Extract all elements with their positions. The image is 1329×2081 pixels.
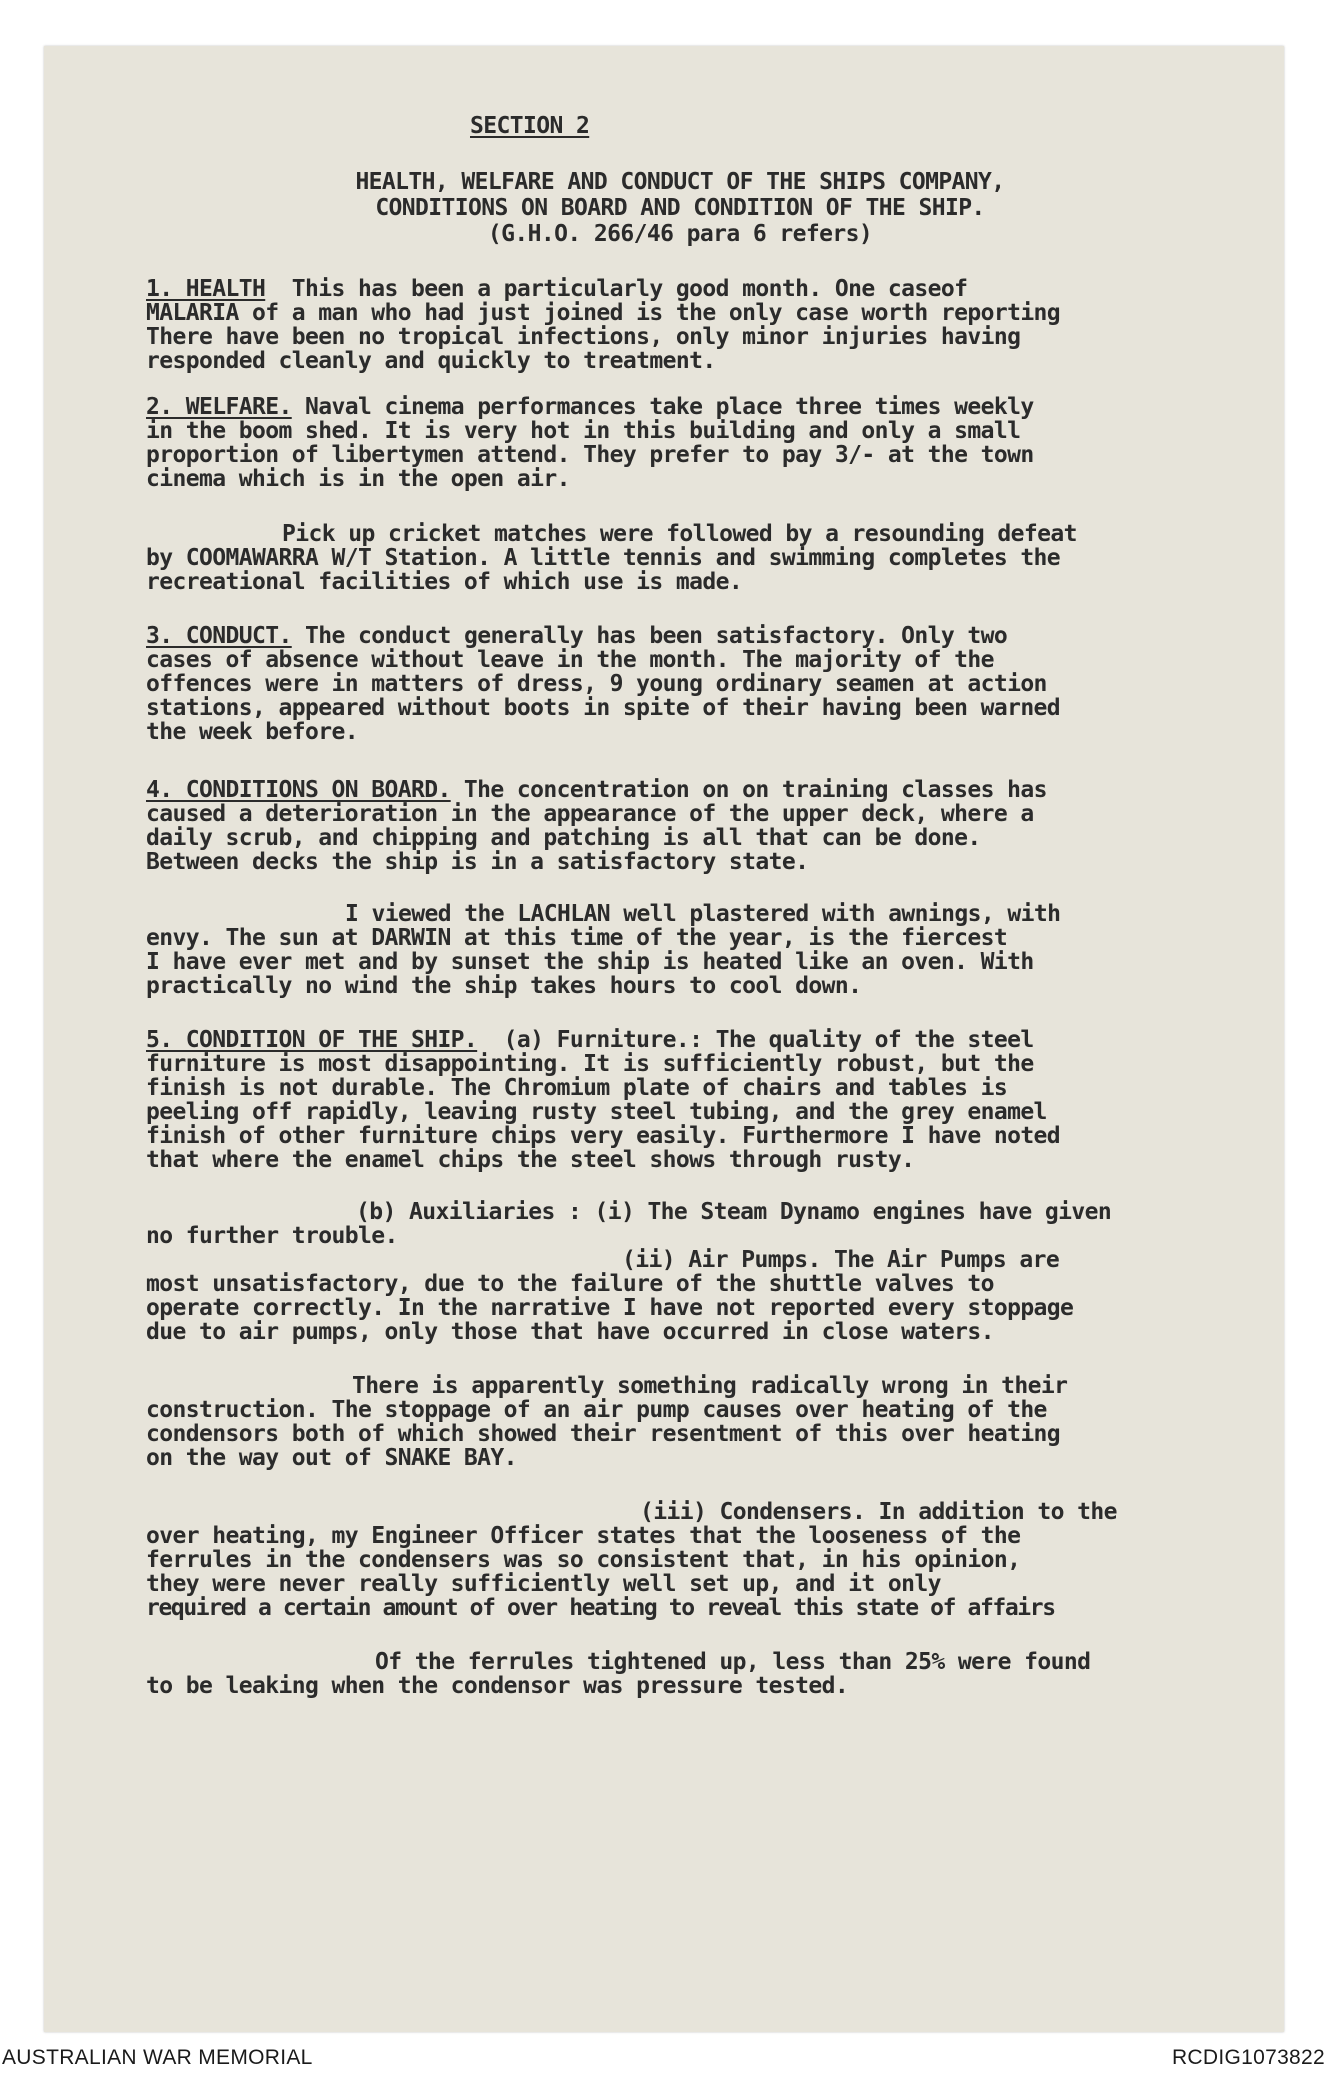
section-label: SECTION 2 [470,113,590,139]
paragraph-conditions-line: 4. CONDITIONS ON BOARD. The concentration on on training classes has [146,777,1047,803]
paragraph-health-line: responded cleanly and quickly to treatment. [146,348,716,374]
paragraph-ship-line: finish of other furniture chips very easily. Furthermore I have noted [146,1123,1061,1149]
paragraph-conduct-line: the week before. [146,719,358,745]
paragraph-welfare-line: recreational facilities of which use is made. [146,569,743,595]
paragraph-welfare-line: in the boom shed. It is very hot in this building and only a small [146,418,1021,444]
paragraph-ship-line: to be leaking when the condensor was pressure tested. [146,1673,849,1699]
paragraph-conditions-line: I have ever met and by sunset the ship is heated like an oven. With [146,949,1034,975]
paragraph-ship-line: they were never really sufficiently well set up, and it only [146,1571,941,1597]
paragraph-conduct-line: stations, appeared without boots in spite of their having been warned [146,695,1061,721]
paragraph-conditions-line: Between decks the ship is in a satisfactory state. [146,849,809,875]
paragraph-conduct-line: offences were in matters of dress, 9 young ordinary seamen at action [146,671,1047,697]
paragraph-conditions-line: I viewed the LACHLAN well plastered with awnings, with [345,901,1061,927]
paragraph-welfare-line: 2. WELFARE. Naval cinema performances take place three times weekly [146,394,1034,420]
paragraph-ship-line: on the way out of SNAKE BAY. [146,1445,517,1471]
paragraph-welfare-line: cinema which is in the open air. [146,466,570,492]
paragraph-ship-line: (b) Auxiliaries : (i) The Steam Dynamo engines have given [356,1199,1112,1225]
conduct-label: 3. CONDUCT. [146,623,292,649]
paragraph-welfare-line: proportion of libertymen attend. They prefer to pay 3/- at the town [146,442,1034,468]
footer-archive-name: AUSTRALIAN WAR MEMORIAL [2,2046,313,2069]
paragraph-conditions-line: practically no wind the ship takes hours to cool down. [146,973,862,999]
paragraph-ship-line: no further trouble. [146,1223,398,1249]
paragraph-conditions-line: envy. The sun at DARWIN at this time of the year, is the fiercest [146,925,1008,951]
paragraph-ship-line: Of the ferrules tightened up, less than 25% were found [375,1649,1091,1675]
paragraph-health-line: MALARIA of a man who had just joined is the only case worth reporting [146,300,1061,326]
paragraph-ship-line: (ii) Air Pumps. The Air Pumps are [622,1247,1060,1273]
paragraph-health-line: 1. HEALTH This has been a particularly good month. One caseof [146,276,968,302]
paragraph-conditions-line: daily scrub, and chipping and patching is all that can be done. [146,825,981,851]
paragraph-conditions-line: caused a deterioration in the appearance of the upper deck, where a [146,801,1034,827]
paragraph-ship-line: condensors both of which showed their resentment of this over heating [146,1421,1061,1447]
welfare-label: 2. WELFARE. [146,394,292,420]
paragraph-ship-line: over heating, my Engineer Officer states that the looseness of the [146,1523,1021,1549]
ship-condition-label: 5. CONDITION OF THE SHIP. [146,1027,478,1053]
heading-line: (G.H.O. 266/46 para 6 refers) [487,221,873,247]
paragraph-ship-line: required a certain amount of over heating to reveal this state of affairs [146,1595,1055,1621]
paragraph-ship-line: finish is not durable. The Chromium plate of chairs and tables is [146,1075,1008,1101]
heading-line: CONDITIONS ON BOARD AND CONDITION OF THE SHIP. [375,195,985,221]
paragraph-conduct-line: 3. CONDUCT. The conduct generally has been satisfactory. Only two [146,623,1008,649]
health-label: 1. HEALTH [146,276,266,302]
footer-record-id: RCDIG1073822 [1171,2046,1325,2069]
paragraph-ship-line: most unsatisfactory, due to the failure of the shuttle valves to [146,1271,994,1297]
paragraph-ship-line: due to air pumps, only those that have occurred in close waters. [146,1319,994,1345]
paragraph-welfare-line: by COOMAWARRA W/T Station. A little tennis and swimming completes the [146,545,1061,571]
paragraph-welfare-line: Pick up cricket matches were followed by a resounding defeat [282,521,1077,547]
heading-line: HEALTH, WELFARE AND CONDUCT OF THE SHIPS COMPANY, [355,169,1005,195]
conditions-label: 4. CONDITIONS ON BOARD. [146,777,451,803]
paragraph-ship-line: construction. The stoppage of an air pump causes over heating of the [146,1397,1047,1423]
paragraph-conduct-line: cases of absence without leave in the month. The majority of the [146,647,994,673]
paragraph-health-line: There have been no tropical infections, only minor injuries having [146,324,1021,350]
paragraph-ship-line: 5. CONDITION OF THE SHIP. (a) Furniture.: The quality of the steel [146,1027,1034,1053]
paragraph-ship-line: There is apparently something radically wrong in their [352,1373,1068,1399]
paragraph-ship-line: (iii) Condensers. In addition to the [640,1499,1117,1525]
paragraph-ship-line: that where the enamel chips the steel shows through rusty. [146,1147,915,1173]
paragraph-ship-line: furniture is most disappointing. It is sufficiently robust, but the [146,1051,1034,1077]
paragraph-ship-line: ferrules in the condensers was so consistent that, in his opinion, [146,1547,1021,1573]
paragraph-ship-line: peeling off rapidly, leaving rusty steel tubing, and the grey enamel [146,1099,1047,1125]
paragraph-ship-line: operate correctly. In the narrative I have not reported every stoppage [146,1295,1074,1321]
